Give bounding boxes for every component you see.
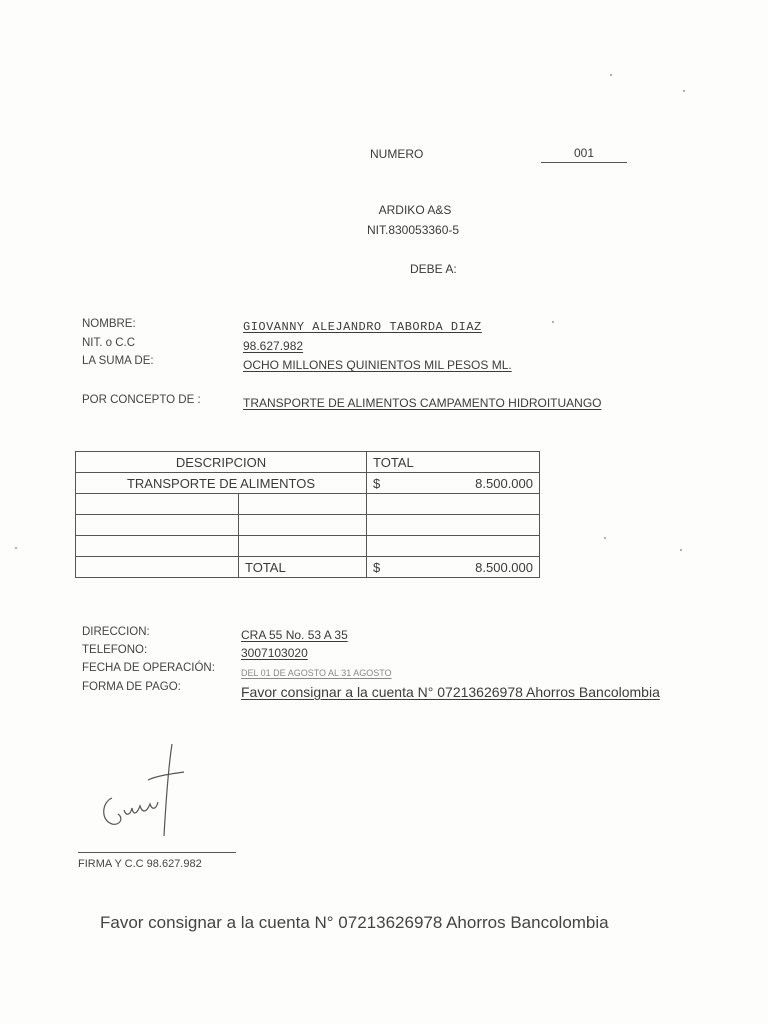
scan-speck	[680, 549, 682, 551]
nombre-label: NOMBRE:	[82, 318, 136, 330]
company-nit: NIT.830053360-5	[367, 223, 460, 237]
handwritten-signature	[90, 740, 210, 840]
company-name: ARDIKO A&S	[378, 203, 452, 217]
scan-speck	[15, 547, 17, 549]
table-row	[76, 494, 540, 515]
empty-cell	[76, 515, 239, 536]
total-currency: $	[373, 559, 381, 575]
empty-cell	[367, 515, 540, 536]
table-row	[76, 536, 540, 557]
concepto-label: POR CONCEPTO DE :	[82, 394, 201, 406]
empty-cell	[76, 557, 239, 578]
concepto-value: TRANSPORTE DE ALIMENTOS CAMPAMENTO HIDROITUANGO	[243, 396, 602, 410]
telefono-value: 3007103020	[241, 646, 308, 660]
empty-cell	[76, 536, 239, 557]
nit-cc-label: NIT. o C.C	[82, 337, 136, 349]
debe-a-label: DEBE A:	[410, 262, 457, 276]
table-row	[76, 515, 540, 536]
description-table	[75, 451, 540, 578]
table-row	[76, 473, 540, 494]
item-total-cell	[367, 473, 540, 494]
item-description: TRANSPORTE DE ALIMENTOS	[76, 473, 367, 494]
item-currency: $	[373, 475, 381, 491]
direccion-value: CRA 55 No. 53 A 35	[241, 628, 348, 642]
scan-speck	[552, 321, 554, 323]
total-label: TOTAL	[239, 557, 367, 578]
scan-speck	[610, 74, 612, 76]
table-total-row	[76, 557, 540, 578]
scan-speck	[683, 90, 685, 92]
nit-cc-value: 98.627.982	[243, 339, 304, 353]
empty-cell	[239, 515, 367, 536]
empty-cell	[76, 494, 239, 515]
forma-pago-value: Favor consignar a la cuenta N° 07213626978 Ahorros Bancolombia	[241, 684, 660, 700]
empty-cell	[239, 494, 367, 515]
fecha-operacion-label: FECHA DE OPERACIÓN:	[82, 662, 215, 674]
item-amount: 8.500.000	[475, 475, 533, 491]
signature-line	[78, 852, 236, 853]
fecha-operacion-value: DEL 01 DE AGOSTO AL 31 AGOSTO	[241, 668, 392, 678]
empty-cell	[239, 536, 367, 557]
table-header-descripcion: DESCRIPCION	[76, 452, 367, 473]
total-cell	[367, 557, 540, 578]
direccion-label: DIRECCION:	[82, 626, 150, 638]
nombre-value: GIOVANNY ALEJANDRO TABORDA DIAZ	[243, 320, 482, 334]
total-amount: 8.500.000	[475, 559, 533, 575]
table-header-total: TOTAL	[367, 452, 540, 473]
numero-value: 001	[541, 146, 627, 163]
firma-label: FIRMA Y C.C 98.627.982	[78, 858, 202, 870]
scan-speck	[604, 537, 606, 539]
telefono-label: TELEFONO:	[82, 644, 148, 656]
suma-label: LA SUMA DE:	[82, 355, 154, 367]
suma-value: OCHO MILLONES QUINIENTOS MIL PESOS ML.	[243, 358, 512, 372]
table-header-row	[76, 452, 540, 473]
numero-label: NUMERO	[370, 147, 424, 161]
bottom-payment-note: Favor consignar a la cuenta N° 07213626978 Ahorros Bancolombia	[100, 913, 609, 932]
empty-cell	[367, 536, 540, 557]
forma-pago-label: FORMA DE PAGO:	[82, 681, 181, 693]
empty-cell	[367, 494, 540, 515]
